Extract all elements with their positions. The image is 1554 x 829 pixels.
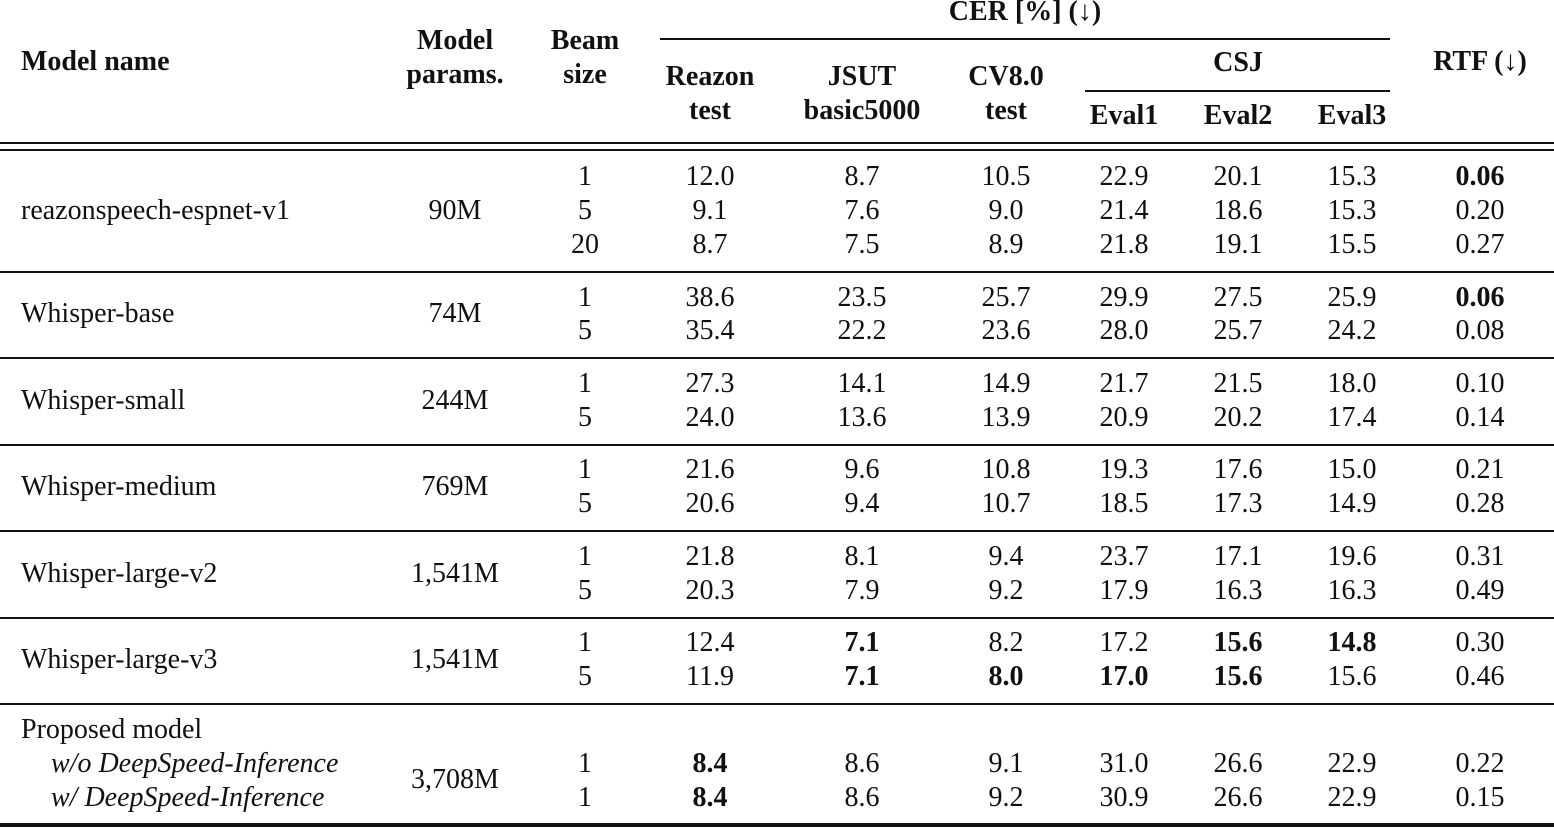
- cer-eval2: 16.3: [1213, 575, 1263, 606]
- beam-size: 1: [578, 627, 592, 658]
- cer-eval2: 17.6: [1213, 454, 1263, 485]
- cer-eval3: 15.0: [1327, 454, 1377, 485]
- model-params: 74M: [428, 298, 482, 329]
- model-name: Whisper-base: [21, 298, 175, 329]
- cer-cv: 8.2: [988, 627, 1024, 658]
- cer-eval3: 22.9: [1327, 782, 1377, 813]
- header-model-params-l2: params.: [406, 59, 504, 90]
- cer-eval1: 18.5: [1099, 488, 1149, 519]
- cer-reazon: 21.8: [685, 541, 735, 572]
- cer-jsut: 7.6: [844, 195, 880, 226]
- group-divider: [0, 530, 1554, 532]
- cer-cv: 10.8: [981, 454, 1031, 485]
- header-cer-group: CER [%] (↓): [948, 0, 1102, 27]
- rtf-value: 0.22: [1455, 748, 1505, 779]
- cer-jsut: 13.6: [837, 402, 887, 433]
- beam-size: 1: [578, 368, 592, 399]
- cer-eval1: 21.4: [1099, 195, 1149, 226]
- cer-eval2: 25.7: [1213, 315, 1263, 346]
- model-params: 90M: [428, 195, 482, 226]
- cer-cv: 9.1: [988, 748, 1024, 779]
- cer-cv: 9.0: [988, 195, 1024, 226]
- cer-eval2: 21.5: [1213, 368, 1263, 399]
- cer-reazon: 20.6: [685, 488, 735, 519]
- cer-eval3: 15.6: [1327, 661, 1377, 692]
- rtf-value: 0.27: [1455, 229, 1505, 260]
- cer-reazon: 12.0: [685, 161, 735, 192]
- variant-without-deepspeed: w/o DeepSpeed-Inference: [51, 748, 339, 779]
- header-rtf: RTF (↓): [1433, 46, 1527, 77]
- header-reazon-l2: test: [689, 95, 731, 126]
- cer-eval2: 17.1: [1213, 541, 1263, 572]
- cer-reazon: 11.9: [686, 661, 734, 692]
- cer-eval3: 14.8: [1327, 627, 1377, 658]
- header-eval1: Eval1: [1089, 100, 1159, 131]
- beam-size: 5: [578, 402, 592, 433]
- cer-cv: 8.0: [988, 661, 1024, 692]
- header-model-params-l1: Model: [416, 25, 494, 56]
- model-params: 769M: [421, 471, 489, 502]
- beam-size: 1: [578, 782, 592, 813]
- model-name: Whisper-medium: [21, 471, 217, 502]
- rtf-value: 0.14: [1455, 402, 1505, 433]
- cer-jsut: 9.4: [844, 488, 880, 519]
- cer-eval1: 17.0: [1099, 661, 1149, 692]
- cer-eval2: 18.6: [1213, 195, 1263, 226]
- model-name: Whisper-large-v2: [21, 558, 218, 589]
- beam-size: 5: [578, 575, 592, 606]
- cer-eval3: 14.9: [1327, 488, 1377, 519]
- cer-reazon: 21.6: [685, 454, 735, 485]
- header-beam-l2: size: [563, 59, 607, 90]
- cer-reazon: 9.1: [692, 195, 728, 226]
- cer-cv: 9.2: [988, 575, 1024, 606]
- beam-size: 5: [578, 488, 592, 519]
- cer-jsut: 23.5: [837, 282, 887, 313]
- cer-eval2: 19.1: [1213, 229, 1263, 260]
- model-params: 244M: [421, 385, 489, 416]
- header-jsut-l2: basic5000: [803, 95, 921, 126]
- beam-size: 1: [578, 161, 592, 192]
- cer-eval3: 24.2: [1327, 315, 1377, 346]
- cer-eval1: 21.7: [1099, 368, 1149, 399]
- cer-jsut: 8.1: [844, 541, 880, 572]
- cer-eval2: 15.6: [1213, 661, 1263, 692]
- header-beam-l1: Beam: [550, 25, 620, 56]
- cer-eval3: 15.3: [1327, 195, 1377, 226]
- cer-jsut: 7.5: [844, 229, 880, 260]
- model-name: Proposed model: [21, 714, 203, 745]
- header-cv-l1: CV8.0: [968, 61, 1044, 92]
- cer-jsut: 22.2: [837, 315, 887, 346]
- header-model-name: Model name: [21, 46, 170, 77]
- cer-eval1: 19.3: [1099, 454, 1149, 485]
- header-rule-top: [0, 142, 1554, 144]
- cer-group-rule: [660, 38, 1390, 40]
- table-bottom-rule: [0, 823, 1554, 827]
- cer-cv: 9.2: [988, 782, 1024, 813]
- beam-size: 5: [578, 661, 592, 692]
- rtf-value: 0.28: [1455, 488, 1505, 519]
- cer-eval3: 25.9: [1327, 282, 1377, 313]
- cer-reazon: 20.3: [685, 575, 735, 606]
- cer-eval2: 20.1: [1213, 161, 1263, 192]
- model-name: reazonspeech-espnet-v1: [21, 195, 290, 226]
- header-csj-group: CSJ: [1213, 47, 1263, 78]
- cer-cv: 23.6: [981, 315, 1031, 346]
- beam-size: 20: [571, 229, 599, 260]
- cer-cv: 10.7: [981, 488, 1031, 519]
- model-name: Whisper-large-v3: [21, 644, 218, 675]
- rtf-value: 0.08: [1455, 315, 1505, 346]
- group-divider: [0, 357, 1554, 359]
- beam-size: 1: [578, 748, 592, 779]
- header-eval3: Eval3: [1317, 100, 1387, 131]
- cer-jsut: 7.9: [844, 575, 880, 606]
- rtf-value: 0.20: [1455, 195, 1505, 226]
- cer-jsut: 14.1: [837, 368, 887, 399]
- cer-eval3: 22.9: [1327, 748, 1377, 779]
- cer-eval2: 26.6: [1213, 782, 1263, 813]
- beam-size: 1: [578, 541, 592, 572]
- cer-reazon: 35.4: [685, 315, 735, 346]
- cer-jsut: 8.7: [844, 161, 880, 192]
- rtf-value: 0.49: [1455, 575, 1505, 606]
- cer-eval2: 17.3: [1213, 488, 1263, 519]
- variant-with-deepspeed: w/ DeepSpeed-Inference: [51, 782, 325, 813]
- beam-size: 1: [578, 454, 592, 485]
- cer-jsut: 8.6: [844, 782, 880, 813]
- cer-eval3: 18.0: [1327, 368, 1377, 399]
- group-divider: [0, 703, 1554, 705]
- cer-eval2: 27.5: [1213, 282, 1263, 313]
- cer-reazon: 8.7: [692, 229, 728, 260]
- cer-eval1: 29.9: [1099, 282, 1149, 313]
- header-cv-l2: test: [985, 95, 1027, 126]
- cer-eval2: 15.6: [1213, 627, 1263, 658]
- header-eval2: Eval2: [1203, 100, 1273, 131]
- cer-reazon: 12.4: [685, 627, 735, 658]
- cer-cv: 8.9: [988, 229, 1024, 260]
- cer-jsut: 7.1: [844, 661, 880, 692]
- cer-eval1: 31.0: [1099, 748, 1149, 779]
- model-params: 1,541M: [411, 644, 499, 675]
- cer-eval2: 26.6: [1213, 748, 1263, 779]
- cer-reazon: 8.4: [692, 748, 728, 779]
- csj-group-rule: [1085, 90, 1390, 92]
- cer-reazon: 38.6: [685, 282, 735, 313]
- group-divider: [0, 617, 1554, 619]
- header-rule-bottom: [0, 149, 1554, 151]
- cer-eval3: 15.5: [1327, 229, 1377, 260]
- rtf-value: 0.06: [1455, 161, 1505, 192]
- model-params: 3,708M: [411, 764, 499, 795]
- cer-cv: 10.5: [981, 161, 1031, 192]
- cer-cv: 25.7: [981, 282, 1031, 313]
- cer-reazon: 24.0: [685, 402, 735, 433]
- header-reazon-l1: Reazon: [665, 61, 755, 92]
- cer-reazon: 8.4: [692, 782, 728, 813]
- beam-size: 1: [578, 282, 592, 313]
- rtf-value: 0.15: [1455, 782, 1505, 813]
- cer-cv: 13.9: [981, 402, 1031, 433]
- beam-size: 5: [578, 315, 592, 346]
- rtf-value: 0.46: [1455, 661, 1505, 692]
- cer-cv: 9.4: [988, 541, 1024, 572]
- cer-eval3: 19.6: [1327, 541, 1377, 572]
- cer-eval1: 17.2: [1099, 627, 1149, 658]
- cer-jsut: 8.6: [844, 748, 880, 779]
- model-params: 1,541M: [411, 558, 499, 589]
- cer-jsut: 9.6: [844, 454, 880, 485]
- model-name: Whisper-small: [21, 385, 186, 416]
- cer-eval1: 23.7: [1099, 541, 1149, 572]
- rtf-value: 0.21: [1455, 454, 1505, 485]
- cer-eval3: 17.4: [1327, 402, 1377, 433]
- cer-reazon: 27.3: [685, 368, 735, 399]
- cer-eval1: 22.9: [1099, 161, 1149, 192]
- rtf-value: 0.30: [1455, 627, 1505, 658]
- cer-eval3: 15.3: [1327, 161, 1377, 192]
- cer-eval2: 20.2: [1213, 402, 1263, 433]
- beam-size: 5: [578, 195, 592, 226]
- group-divider: [0, 271, 1554, 273]
- cer-eval1: 21.8: [1099, 229, 1149, 260]
- cer-cv: 14.9: [981, 368, 1031, 399]
- rtf-value: 0.31: [1455, 541, 1505, 572]
- cer-eval3: 16.3: [1327, 575, 1377, 606]
- cer-eval1: 28.0: [1099, 315, 1149, 346]
- rtf-value: 0.10: [1455, 368, 1505, 399]
- cer-jsut: 7.1: [844, 627, 880, 658]
- cer-eval1: 17.9: [1099, 575, 1149, 606]
- group-divider: [0, 444, 1554, 446]
- cer-eval1: 30.9: [1099, 782, 1149, 813]
- cer-eval1: 20.9: [1099, 402, 1149, 433]
- header-jsut-l1: JSUT: [827, 61, 897, 92]
- rtf-value: 0.06: [1455, 282, 1505, 313]
